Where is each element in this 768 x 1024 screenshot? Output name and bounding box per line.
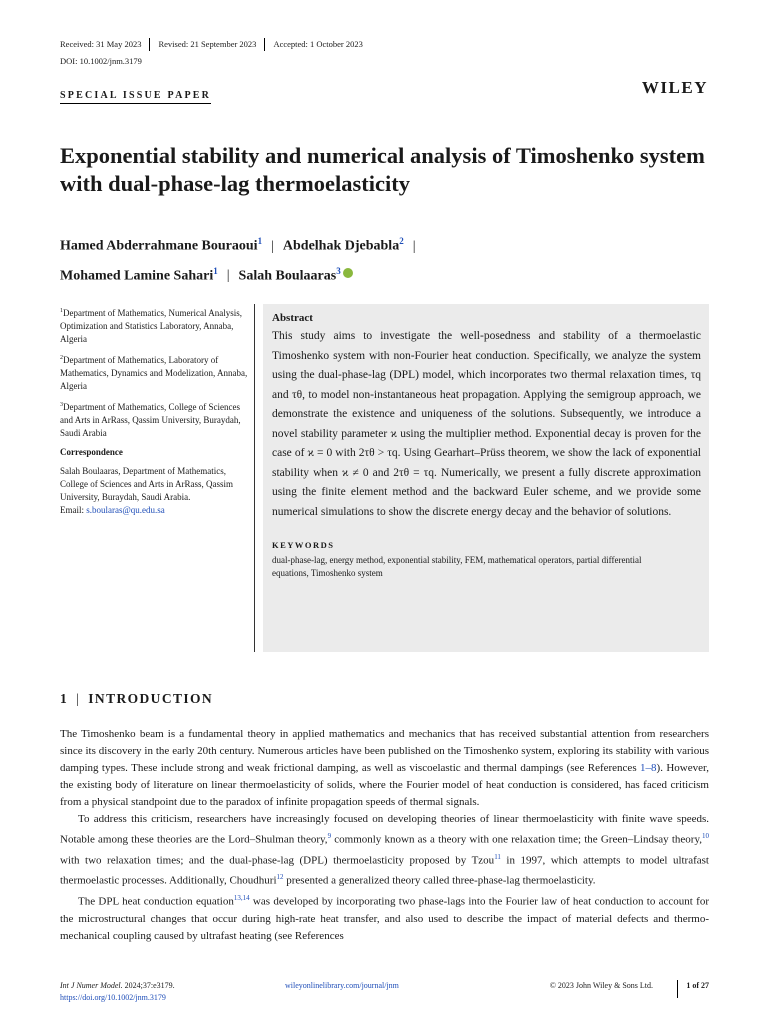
author-separator: | [226,268,230,284]
publisher-logo: WILEY [641,78,708,97]
body-text [60,726,709,945]
citation-info: 2024;37:e3179. [122,981,175,990]
journal-name: Int J Numer Model. [60,981,123,990]
text-run: commonly known as a theory with one relaxation time; the Green–Lindsay theory, [331,833,702,846]
text-run: ). However, the existing body of literature on linear thermoelasticity of solids, where the Fourier model of heat conduction is considered, has faced criticism from a physical standpoint due to the paradox of infinite propagation speeds of thermal signals. [60,762,709,808]
text-run: The Timoshenko beam is a fundamental theory in applied mathematics and mechanics that has received substantial attention from researchers since its discovery in the early 20th century. Numerous articles have been published on the Timoshenko system, exploring its stability with various damping types. These include strong and weak frictional damping, as well as viscoelastic and thermal dampings (see References [60,728,709,774]
text-run: in 1997, which attempts to model ultrafast thermoelastic processes. Additionally, Choudhuri [60,854,709,887]
section-heading [60,691,213,707]
affiliation-text: Department of Mathematics, College of Sciences and Arts in ArRass, Qassim University, Buraydah, Saudi Arabia [60,402,241,438]
journal-site-link[interactable]: wileyonlinelibrary.com/journal/jnm [285,981,399,990]
paragraph [60,890,709,945]
abstract-box [263,304,709,652]
reference-link[interactable]: 11 [494,852,501,861]
affiliation-item [60,305,250,346]
correspondence-text [60,465,250,517]
revised-date: Revised: 21 September 2023 [158,38,265,51]
reference-link[interactable]: 10 [701,832,709,840]
page-number: 1 of 27 [677,980,709,998]
section-number: 1 [60,691,69,706]
orcid-icon[interactable] [343,268,353,278]
affiliation-number: 3 [60,402,63,408]
author-affiliation-mark[interactable]: 1 [257,236,263,246]
author-affiliation-mark[interactable]: 3 [336,265,341,276]
section-separator: | [76,691,81,706]
copyright: © 2023 John Wiley & Sons Ltd. [549,981,653,990]
author-name[interactable]: Salah Boulaaras [238,268,337,284]
keywords-list: dual-phase-lag, energy method, exponential stability, FEM, mathematical operators, partial differential equations, Timoshenko system [272,555,642,578]
author-list [60,229,720,288]
paragraph [60,811,709,890]
author-affiliation-mark[interactable]: 2 [399,236,404,246]
reference-link[interactable]: 1–8 [640,762,657,774]
text-run: with two relaxation times; and the dual-phase-lag (DPL) thermoelasticity proposed by Tzou [60,854,495,867]
keywords-heading: KEYWORDS [272,540,335,550]
section-title: INTRODUCTION [88,691,214,706]
correspondence-address: Salah Boulaaras, Department of Mathematics, College of Sciences and Arts in ArRass, Qassim University, Buraydah, Saudi Arabia. [60,466,233,502]
abstract-text: This study aims to investigate the well-posedness and stability of a thermoelastic Timoshenko system with non-Fourier heat conduction. Specifically, we analyze the system using the dual-phase-lag (DPL) model, which incorporates two thermal relaxation times, τq and τθ, to model non-instantaneous heat propagation. Applying the semigroup approach, we demonstrate the existence and uniqueness of the solutions. Subsequently, we introduce a novel stability parameter ϰ using the multiplier method. Exponential decay is proven for the case of ϰ = 0 with 2τθ > τq. Using Gearhart–Prüss theorem, we show the lack of exponential stability when ϰ ≠ 0 and 2τθ = τq. Numerically, we present a fully discrete approximation using the finite element method and the backward Euler scheme, and we provide some numerical simulations to show the discrete energy decay and the behavior of solutions. [272,330,701,518]
received-date: Received: 31 May 2023 [60,38,150,51]
text-run: To address this criticism, researchers have increasingly focused on developing theories of linear thermoelasticity with finite wave speeds. Notable among these theories are the Lord–Shulman theory, [60,813,709,846]
email-link[interactable]: s.boularas@qu.edu.sa [86,505,165,515]
author-name[interactable]: Hamed Abderrahmane Bouraoui [60,238,258,254]
author-name[interactable]: Mohamed Lamine Sahari [60,268,214,284]
email-label: Email: [60,505,87,515]
affiliation-text: Department of Mathematics, Laboratory of Mathematics, Dynamics and Modelization, Annaba, Algeria [60,355,248,391]
author-separator: | [271,238,274,254]
footer-citation [60,980,175,1004]
paper-title: Exponential stability and numerical analysis of Timoshenko system with dual-phase-lag thermoelasticity [60,143,705,196]
author-name[interactable]: Abdelhak Djebabla [282,238,400,254]
doi-link[interactable]: https://doi.org/10.1002/jnm.3179 [60,993,166,1002]
doi: DOI: 10.1002/jnm.3179 [60,56,142,66]
affiliations [60,305,250,523]
text-run: presented a generalized theory called three-phase-lag thermoelasticity. [283,874,596,887]
paragraph [60,726,709,811]
affiliation-text: Department of Mathematics, Numerical Analysis, Optimization and Statistics Laboratory, Annaba, Algeria [60,308,242,344]
reference-link[interactable]: 13,14 [233,893,250,902]
affiliation-number: 1 [60,308,63,314]
affiliation-number: 2 [60,355,63,361]
publication-history [60,38,379,51]
affiliation-item [60,352,250,393]
author-separator: | [412,238,416,254]
affiliation-item [60,399,250,440]
column-divider [254,304,255,652]
abstract-heading: Abstract [272,312,313,324]
text-run: The DPL heat conduction equation [78,895,234,908]
author-affiliation-mark[interactable]: 1 [213,265,218,276]
reference-link[interactable]: 12 [276,873,284,882]
section-label: SPECIAL ISSUE PAPER [60,90,211,104]
accepted-date: Accepted: 1 October 2023 [273,39,363,49]
correspondence-heading: Correspondence [60,447,123,457]
text-run: was developed by incorporating two phase-lags into the Fourier law of heat conduction to account for the microstructural changes that occur during high-rate heat transfer, and also used to describe the impact of material defects and thermo-mechanical coupling caused by ultrafast heating (see References [60,895,709,942]
reference-link[interactable]: 9 [327,832,332,840]
